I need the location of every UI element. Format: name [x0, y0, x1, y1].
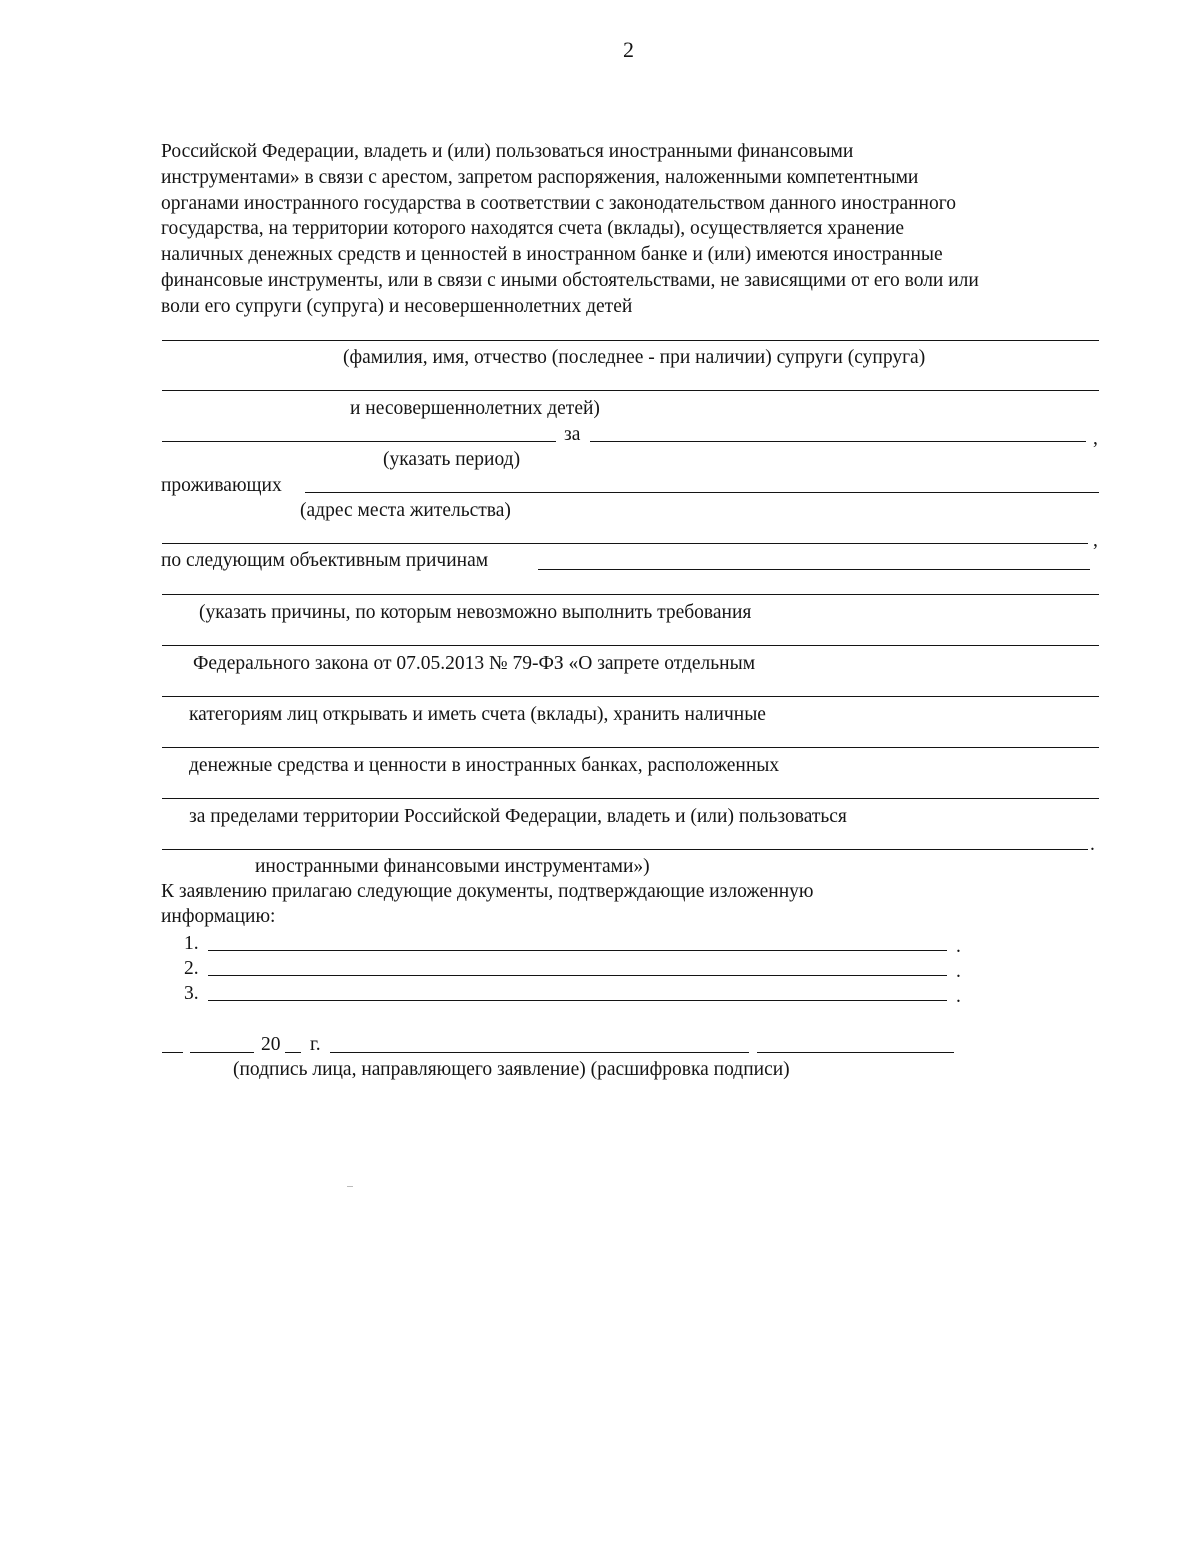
- reasons-hint: Федерального закона от 07.05.2013 № 79-ФЗ «О запрете отдельным: [193, 653, 756, 674]
- reasons-line-5[interactable]: [162, 798, 1099, 799]
- scan-mark: [347, 1186, 353, 1187]
- reasons-line-1[interactable]: [162, 594, 1099, 595]
- paragraph-line: инструментами» в связи с арестом, запретом распоряжения, наложенными компетентными: [161, 166, 919, 188]
- reasons-line-2[interactable]: [162, 645, 1099, 646]
- reasons-line-0[interactable]: [538, 569, 1090, 570]
- attachment-period: .: [956, 986, 961, 1007]
- paragraph-line: воли его супруги (супруга) и несовершеннолетних детей: [161, 295, 633, 317]
- address-line-1[interactable]: [305, 492, 1099, 493]
- period-line[interactable]: [590, 441, 1086, 442]
- reasons-hint: за пределами территории Российской Федерации, владеть и (или) пользоваться: [189, 806, 847, 827]
- reasons-period: .: [1090, 834, 1095, 855]
- attachment-number: 2.: [184, 958, 199, 979]
- paragraph-line: финансовые инструменты, или в связи с иными обстоятельствами, не зависящими от его воли или: [161, 269, 979, 291]
- attachment-line[interactable]: [208, 975, 947, 976]
- address-comma: ,: [1093, 530, 1098, 551]
- paragraph-line: органами иностранного государства в соответствии с законодательством данного иностранного: [161, 192, 956, 214]
- signature-line[interactable]: [330, 1052, 749, 1053]
- paragraph-line: наличных денежных средств и ценностей в иностранном банке и (или) имеются иностранные: [161, 244, 943, 266]
- signature-hint: (подпись лица, направляющего заявление) (расшифровка подписи): [233, 1059, 790, 1080]
- attachment-period: .: [956, 936, 961, 957]
- address-hint: (адрес места жительства): [300, 500, 511, 521]
- children-hint: и несовершеннолетних детей): [350, 398, 600, 419]
- reasons-line-4[interactable]: [162, 747, 1099, 748]
- attachment-line[interactable]: [208, 1000, 947, 1001]
- fio-line-1[interactable]: [162, 340, 1099, 341]
- fio-line-2[interactable]: [162, 390, 1099, 391]
- date-month-line[interactable]: [190, 1052, 254, 1053]
- date-suffix: г.: [310, 1034, 321, 1055]
- date-year-line[interactable]: [285, 1052, 301, 1053]
- attachments-intro: информацию:: [161, 906, 276, 927]
- reasons-label: по следующим объективным причинам: [161, 550, 489, 571]
- attachments-intro: К заявлению прилагаю следующие документы, подтверждающие изложенную: [161, 881, 814, 902]
- persons-line[interactable]: [162, 441, 556, 442]
- attachment-number: 3.: [184, 983, 199, 1004]
- attachment-number: 1.: [184, 933, 199, 954]
- address-line-2[interactable]: [162, 543, 1088, 544]
- reasons-hint: иностранными финансовыми инструментами»): [255, 856, 650, 877]
- reasons-hint: категориям лиц открывать и иметь счета (вклады), хранить наличные: [189, 704, 766, 725]
- fio-hint: (фамилия, имя, отчество (последнее - при наличии) супруги (супруга): [343, 347, 926, 368]
- reasons-hint: денежные средства и ценности в иностранных банках, расположенных: [189, 755, 780, 776]
- paragraph-line: Российской Федерации, владеть и (или) пользоваться иностранными финансовыми: [161, 141, 854, 162]
- period-comma: ,: [1093, 428, 1098, 449]
- paragraph-line: государства, на территории которого находятся счета (вклады), осуществляется хранение: [161, 218, 905, 240]
- reasons-line-3[interactable]: [162, 696, 1099, 697]
- intro-paragraph: [161, 139, 1111, 320]
- date-day-line[interactable]: [162, 1052, 183, 1053]
- reasons-line-6[interactable]: [162, 849, 1088, 850]
- reasons-hint: (указать причины, по которым невозможно выполнить требования: [199, 602, 752, 623]
- page-number: 2: [623, 37, 634, 62]
- attachment-line[interactable]: [208, 950, 947, 951]
- living-label: проживающих: [161, 475, 282, 496]
- word-za: за: [564, 424, 581, 445]
- signature-decoding-line[interactable]: [757, 1052, 954, 1053]
- attachment-period: .: [956, 961, 961, 982]
- date-year: 20: [261, 1034, 281, 1055]
- period-hint: (указать период): [383, 449, 521, 470]
